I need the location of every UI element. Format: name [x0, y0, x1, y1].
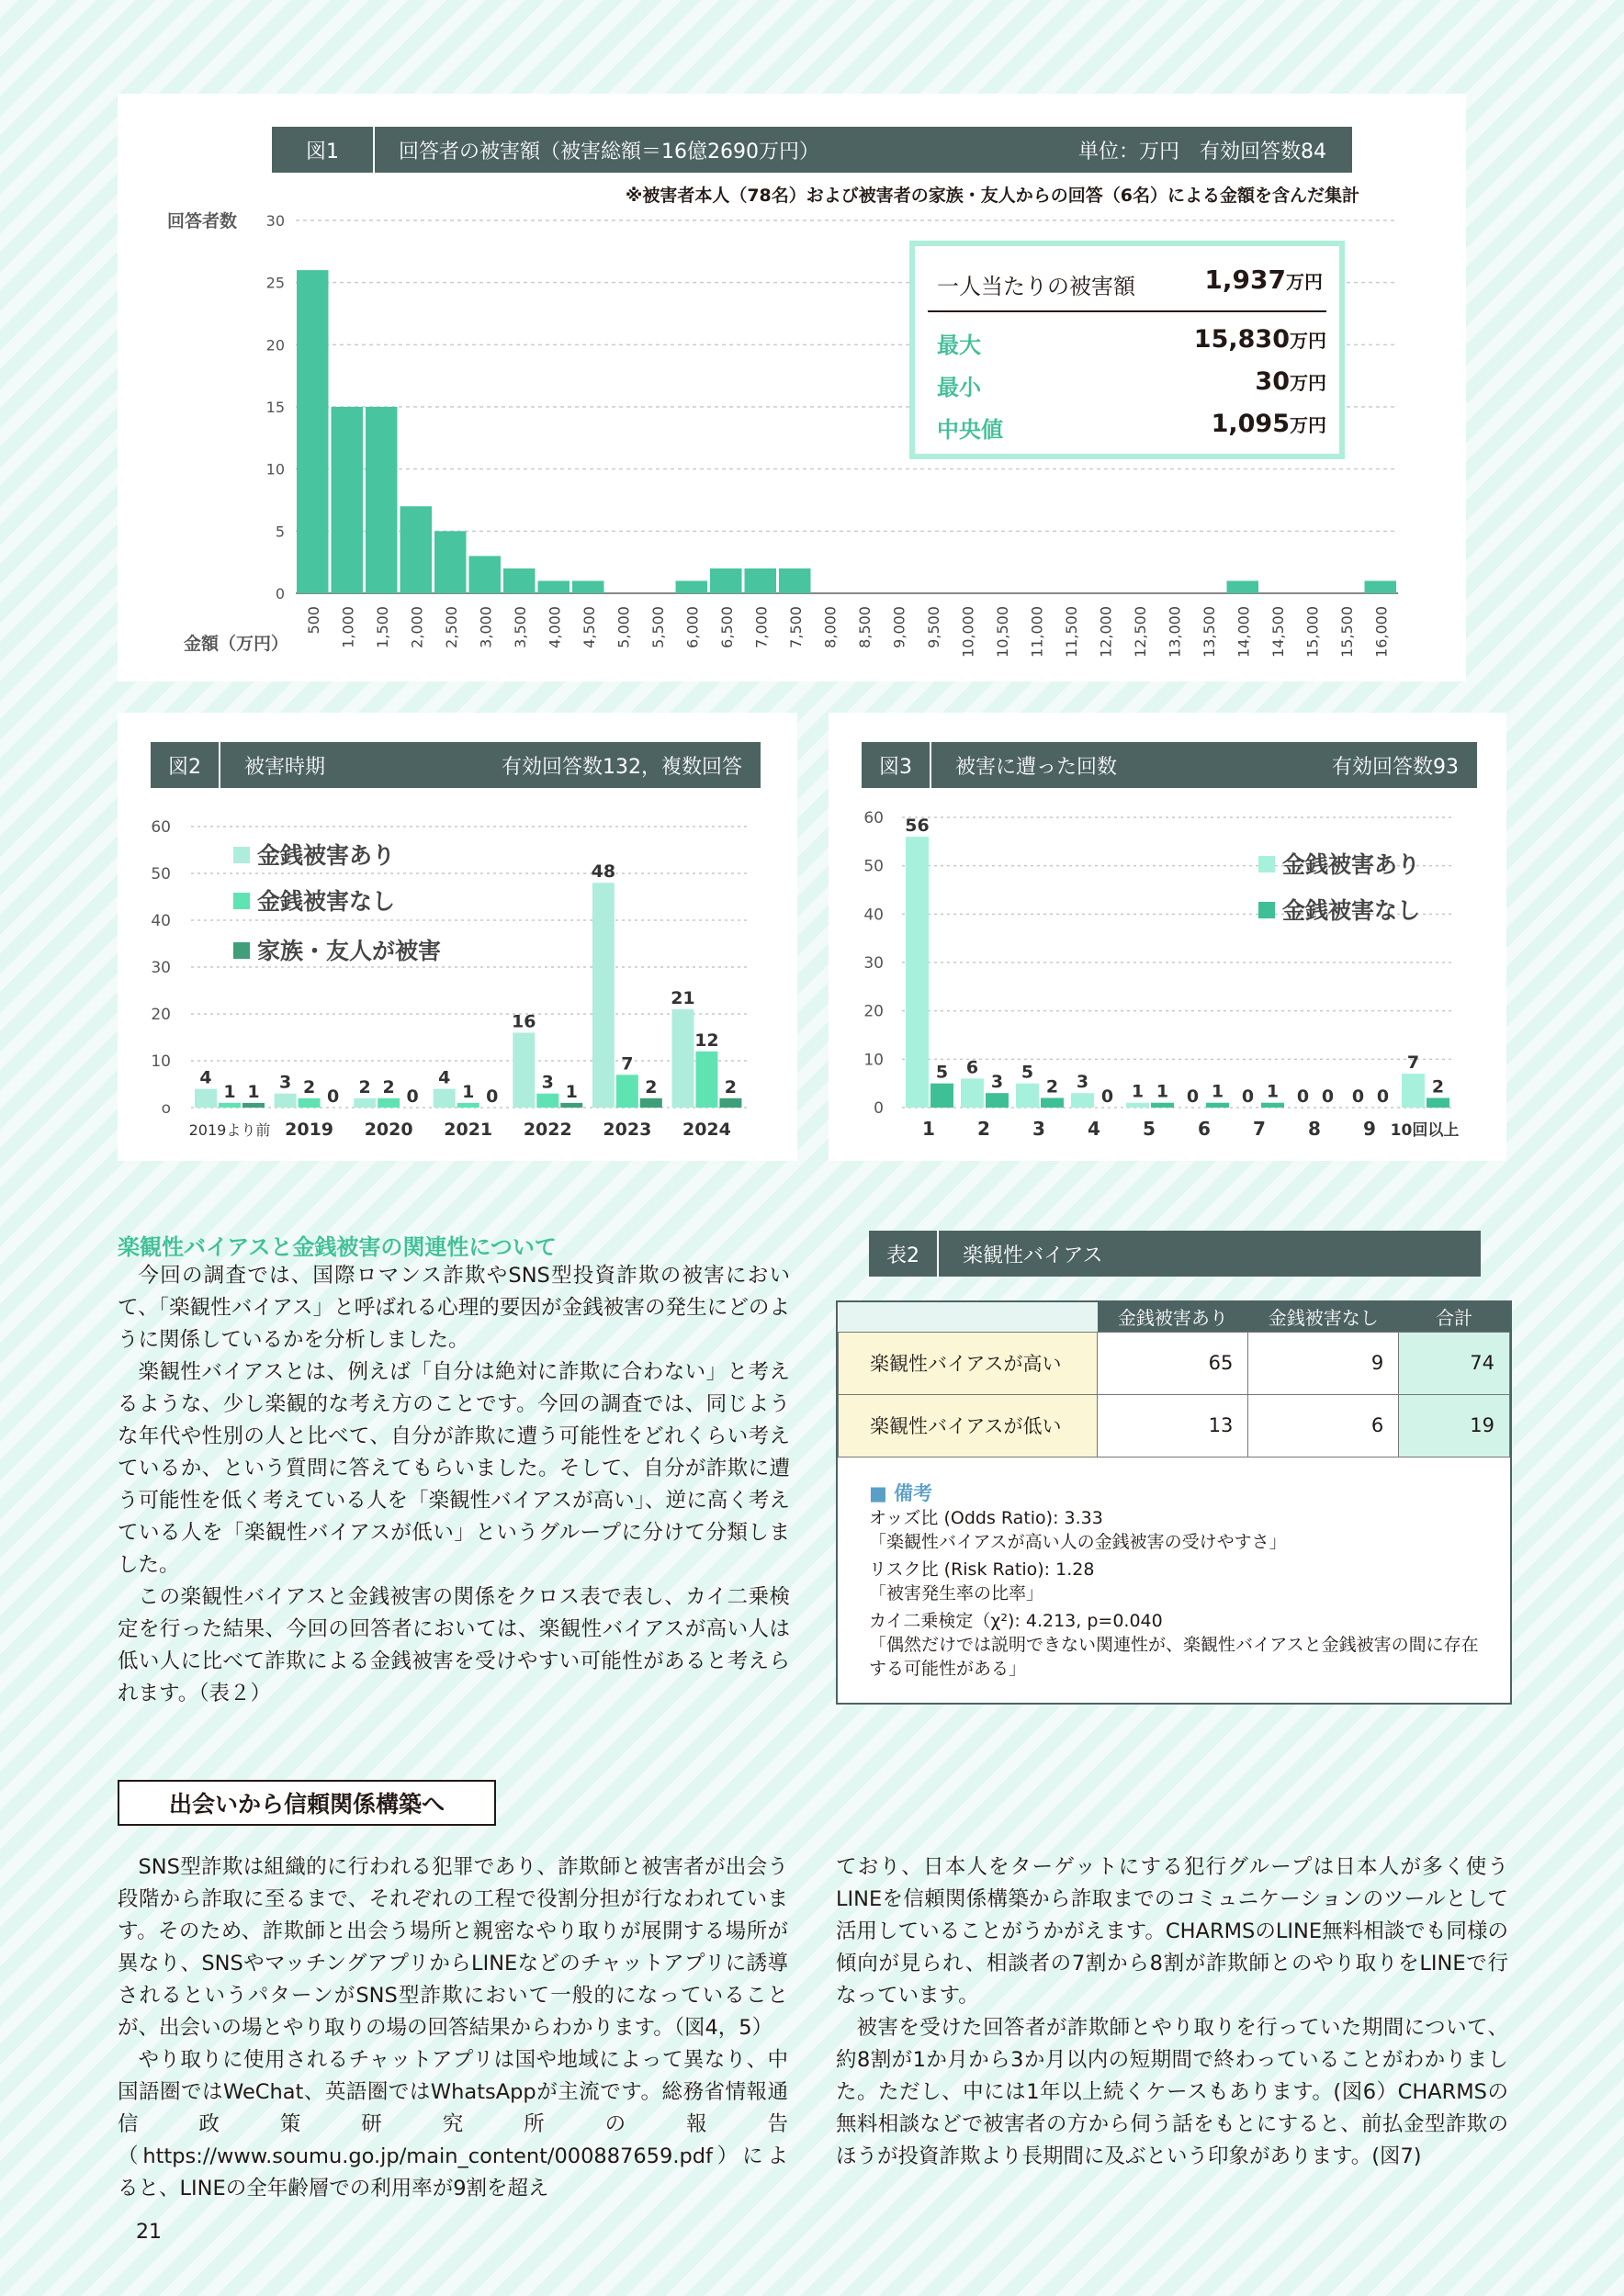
note-line: カイ二乗検定（χ²): 4.213, p=0.040 — [869, 1611, 1163, 1631]
note-line: 「被害発生率の比率」 — [869, 1583, 1044, 1604]
note-line: オッズ比 (Odds Ratio): 3.33 — [869, 1508, 1103, 1528]
fig2-x-tick: 2019より前 — [188, 1121, 271, 1139]
fig2-y-tick: 20 — [151, 1006, 171, 1024]
fig2-legend-label: 家族・友人が被害 — [257, 938, 442, 964]
section2-paragraph: ており、日本人をターゲットにする犯行グループは日本人が多く使うLINEを信頼関係構築から詐取までのコミュニケーションのツールとして活用していることがうかがえます。CHARMSのLINE無料相談でも同様の傾向が見られ、相談者の7割から8割が詐欺師とのやり取りをLINEで行なっています。 — [836, 1855, 1508, 2008]
fig1-x-tick: 4,500 — [580, 606, 598, 648]
fig2-value-label: 1 — [565, 1081, 578, 1102]
fig3-value-label: 56 — [905, 816, 930, 837]
fig3-bar — [961, 1078, 984, 1108]
fig2-x-tick: 2021 — [444, 1120, 493, 1140]
fig1-x-tick: 2,000 — [408, 606, 426, 648]
table2-row-label: 楽観性バイアスが高い — [839, 1332, 1098, 1394]
summary-per-person-value: 1,937 — [1204, 264, 1286, 295]
fig3-value-label: 0 — [1376, 1086, 1390, 1107]
fig3-value-label: 2 — [1045, 1076, 1059, 1097]
fig3-y-tick: 30 — [863, 954, 884, 973]
fig1-x-tick: 15,000 — [1303, 606, 1322, 658]
table2-label: 表2 — [869, 1231, 939, 1277]
fig2-y-tick: 30 — [151, 959, 171, 977]
fig3-legend-swatch — [1258, 856, 1275, 872]
fig2-value-label: 0 — [486, 1086, 499, 1107]
fig3-bar — [1071, 1093, 1094, 1108]
fig3-bar — [1151, 1103, 1174, 1108]
fig1-x-tick: 2,500 — [442, 606, 460, 648]
fig1-x-tick: 10,000 — [959, 606, 977, 658]
table2-title: 楽観性バイアス — [963, 1244, 1103, 1267]
section2-left-column — [118, 1851, 788, 2205]
fig2-value-label: 1 — [462, 1081, 475, 1102]
fig1-x-tick: 3,000 — [477, 606, 495, 648]
fig1-x-tick: 5,000 — [615, 606, 633, 648]
fig1-x-tick: 6,000 — [683, 606, 702, 648]
fig2-value-label: 4 — [199, 1067, 212, 1088]
summary-unit: 万円 — [1286, 271, 1323, 293]
fig2-value-label: 1 — [247, 1081, 260, 1102]
table2-cell: 65 — [1098, 1332, 1248, 1394]
fig1-x-tick: 15,500 — [1337, 606, 1356, 658]
fig1-x-tick: 10,500 — [993, 606, 1011, 658]
fig2-value-label: 3 — [278, 1072, 292, 1093]
fig2-value-label: 21 — [671, 987, 695, 1008]
fig3-legend-label: 金銭被害なし — [1282, 897, 1421, 924]
fig1-note: ※被害者本人（78名）および被害者の家族・友人からの回答（6名）による金額を含んだ集計 — [625, 186, 1359, 206]
section1-paragraph: 今回の調査では、国際ロマンス詐欺やSNS型投資詐欺の被害において、「楽観性バイアス」と呼ばれる心理的要因が金銭被害の発生にどのように関係しているかを分析しました。 — [118, 1264, 790, 1352]
fig1-x-tick: 11,000 — [1028, 606, 1046, 658]
note-line: 「偶然だけでは説明できない関連性が、楽観性バイアスと金銭被害の間に存在する可能性がある」 — [869, 1635, 1479, 1679]
summary-unit: 万円 — [1290, 372, 1326, 394]
fig1-x-tick: 7,000 — [752, 606, 771, 648]
fig3-y-tick: 10 — [863, 1051, 884, 1070]
fig2-y-tick: 50 — [151, 865, 171, 884]
fig2-meta: 有効回答数132，複数回答 — [502, 755, 742, 779]
fig3-x-tick: 8 — [1308, 1118, 1321, 1140]
table2-header — [869, 1231, 1481, 1277]
fig3-x-tick: 4 — [1088, 1118, 1100, 1140]
section2-paragraph: 被害を受けた回答者が詐欺師とやり取りを行っていた期間について、約8割が1か月から3か月以内の短期間で終わっていることがわかりました。ただし、中には1年以上続くケースもあります。(図6）CHARMSの無料相談などで被害者の方から伺う話をもとにすると、前払金型詐欺のほうが投資詐欺より長期間に及ぶという印象があります。(図7) — [836, 2016, 1508, 2168]
table2 — [838, 1302, 1510, 1458]
fig3-y-tick: 40 — [863, 906, 884, 925]
fig1-x-tick: 16,000 — [1372, 606, 1391, 658]
fig3-x-tick: 7 — [1253, 1118, 1266, 1140]
fig3-value-label: 0 — [1100, 1086, 1114, 1107]
fig1-x-tick: 13,500 — [1200, 606, 1218, 658]
fig1-x-tick: 14,500 — [1269, 606, 1287, 658]
fig1-x-tick: 8,000 — [821, 606, 840, 648]
fig3-value-label: 0 — [1186, 1086, 1200, 1107]
fig1-x-tick: 9,000 — [890, 606, 908, 648]
fig1-y-tick: 30 — [265, 212, 285, 230]
fig3-bar — [906, 837, 929, 1108]
table-row — [839, 1394, 1510, 1457]
fig2-value-label: 2 — [302, 1076, 316, 1097]
summary-median-value: 1,095 — [1211, 410, 1290, 438]
table2-cell: 13 — [1098, 1394, 1248, 1457]
table2-box — [836, 1300, 1512, 1705]
fig2-value-label: 2 — [724, 1076, 738, 1097]
fig1-x-tick: 1,500 — [373, 606, 391, 648]
fig3-y-tick: 20 — [863, 1002, 884, 1021]
fig3-x-tick: 3 — [1032, 1118, 1045, 1140]
table2-cell: 74 — [1399, 1332, 1510, 1394]
section1-paragraph: この楽観性バイアスと金銭被害の関係をクロス表で表し、カイ二乗検定を行った結果、今回の回答者においては、楽観性バイアスが高い人は低い人に比べて詐欺による金銭被害を受けやすい可能性があると考えられます。（表２） — [118, 1585, 790, 1705]
fig2-y-tick: 10 — [151, 1052, 171, 1071]
fig3-x-tick: 6 — [1198, 1118, 1211, 1140]
fig3-value-label: 0 — [1351, 1086, 1365, 1107]
fig1-label: 図1 — [272, 127, 375, 173]
fig2-value-label: 3 — [541, 1072, 554, 1093]
fig2-label: 図2 — [151, 742, 220, 788]
fig2-value-label: 16 — [512, 1011, 536, 1032]
fig2-x-tick: 2024 — [682, 1120, 731, 1140]
summary-unit: 万円 — [1290, 330, 1326, 352]
section2-right-column — [836, 1851, 1508, 2173]
fig3-title: 被害に遭った回数 — [955, 755, 1118, 779]
fig3-bar — [1126, 1103, 1149, 1108]
section1-title: 楽観性バイアスと金銭被害の関連性について — [118, 1234, 557, 1260]
fig3-label: 図3 — [862, 742, 931, 788]
fig1-xlabel: 金額（万円） — [184, 634, 289, 654]
table-row — [839, 1332, 1510, 1394]
fig3-y-tick: 0 — [874, 1099, 884, 1118]
fig1-x-tick: 12,000 — [1097, 606, 1115, 658]
fig3-value-label: 3 — [1076, 1072, 1089, 1093]
section2-paragraph: SNS型詐欺は組織的に行われる犯罪であり、詐欺師と被害者が出会う段階から詐取に至るまで、それぞれの工程で役割分担が行なわれています。そのため、詐欺師と出会う場所と親密なやり取りが展開する場所が異なり、SNSやマッチングアプリからLINEなどのチャットアプリに誘導されるというパターンがSNS型詐欺において一般的になっていることが、出会いの場とやり取りの場の回答結果からわかります。（図4，5） — [118, 1855, 788, 2040]
fig2-x-tick: 2022 — [523, 1120, 572, 1140]
fig1-ylabel: 回答者数 — [167, 211, 238, 231]
fig3-value-label: 7 — [1406, 1052, 1420, 1074]
fig1-title: 回答者の被害額（被害総額＝16億2690万円） — [399, 140, 819, 163]
fig2-title: 被害時期 — [244, 755, 326, 779]
page-number: 21 — [136, 2221, 162, 2244]
fig2-value-label: 2 — [645, 1076, 658, 1097]
fig1-x-tick: 6,500 — [717, 606, 736, 648]
fig3-bar — [1427, 1097, 1449, 1108]
summary-min-value: 30 — [1255, 367, 1290, 396]
fig1-x-tick: 5,500 — [648, 606, 667, 648]
fig1-y-tick: 5 — [275, 523, 285, 541]
fig2-y-tick: 40 — [151, 912, 171, 930]
fig1-x-tick: 14,000 — [1235, 606, 1253, 658]
fig3-bar — [986, 1093, 1009, 1108]
fig3-value-label: 0 — [1321, 1086, 1335, 1107]
fig3-y-tick: 50 — [863, 857, 884, 876]
fig2-legend-label: 金銭被害あり — [257, 842, 396, 869]
fig2-x-tick: 2020 — [364, 1120, 413, 1140]
table2-header-cell: 合計 — [1399, 1302, 1510, 1332]
summary-median-label: 中央値 — [937, 417, 1003, 443]
fig3-bar — [930, 1084, 953, 1108]
fig2-y-tick: 60 — [151, 818, 171, 837]
table2-note — [869, 1506, 1287, 1554]
section2-title: 出会いから信頼関係構築へ — [168, 1791, 445, 1818]
fig3-value-label: 1 — [1156, 1081, 1169, 1102]
fig1-unit: 単位：万円 有効回答数84 — [1078, 140, 1326, 163]
fig1-x-tick: 8,500 — [855, 606, 874, 648]
table2-cell: 9 — [1248, 1332, 1399, 1394]
fig1-x-tick: 4,000 — [546, 606, 564, 648]
fig2-value-label: 0 — [406, 1086, 419, 1107]
table2-header-cell: 金銭被害なし — [1248, 1302, 1399, 1332]
table2-note — [869, 1558, 1094, 1605]
fig1-y-tick: 10 — [265, 460, 285, 478]
table2-cell: 19 — [1399, 1394, 1510, 1457]
fig3-value-label: 3 — [990, 1072, 1004, 1093]
fig2-value-label: 48 — [591, 861, 616, 883]
fig2-value-label: 2 — [358, 1076, 371, 1097]
fig3-bar — [1041, 1097, 1064, 1108]
note-line: 「楽観性バイアスが高い人の金銭被害の受けやすさ」 — [869, 1532, 1287, 1552]
fig1-x-tick: 11,500 — [1062, 606, 1080, 658]
fig3-value-label: 5 — [935, 1062, 949, 1083]
fig1-x-tick: 12,500 — [1131, 606, 1149, 658]
fig3-meta: 有効回答数93 — [1332, 755, 1459, 779]
summary-unit: 万円 — [1290, 414, 1326, 436]
fig2-y-tick: o — [161, 1099, 171, 1118]
fig1-x-tick: 500 — [304, 606, 322, 635]
fig3-value-label: 1 — [1211, 1081, 1224, 1102]
fig3-bar — [1402, 1074, 1425, 1108]
fig2-value-label: 2 — [382, 1076, 395, 1097]
fig3-x-tick: 2 — [977, 1118, 990, 1140]
summary-max-value: 15,830 — [1193, 325, 1290, 354]
fig1-y-tick: 15 — [265, 399, 285, 416]
fig3-value-label: 6 — [965, 1057, 979, 1078]
fig1-x-tick: 1,000 — [339, 606, 357, 648]
section1-body — [118, 1260, 790, 1710]
table2-row-label: 楽観性バイアスが低い — [839, 1394, 1098, 1457]
table2-note — [869, 1609, 1494, 1681]
fig3-x-tick: 9 — [1363, 1118, 1376, 1140]
table2-notes-title: ■ 備考 — [869, 1482, 933, 1504]
section2-paragraph: やり取りに使用されるチャットアプリは国や地域によって異なり、中国語圏ではWeChat、英語圏ではWhatsAppが主流です。総務省情報通信政策研究所の報告（https://www.soumu.go.jp/main_content/000887659.pdf）によると、LINEの全年齢層での利用率が9割を超え — [118, 2048, 788, 2200]
fig3-x-tick: 1 — [922, 1118, 935, 1140]
fig3-bar — [1261, 1103, 1284, 1108]
fig3-bar — [1206, 1103, 1229, 1108]
fig2-value-label: 0 — [326, 1086, 340, 1107]
fig3-value-label: 5 — [1021, 1062, 1034, 1083]
fig3-legend-swatch — [1258, 902, 1275, 918]
fig1-y-tick: 0 — [275, 585, 285, 602]
fig2-value-label: 1 — [223, 1081, 236, 1102]
fig3-x-tick: 10回以上 — [1390, 1121, 1460, 1140]
fig1-x-tick: 13,000 — [1166, 606, 1184, 658]
fig2-x-tick: 2019 — [285, 1120, 334, 1140]
fig3-value-label: 0 — [1241, 1086, 1255, 1107]
fig1-x-tick: 3,500 — [511, 606, 529, 648]
table2-cell: 6 — [1248, 1394, 1399, 1457]
fig2-value-label: 4 — [438, 1067, 451, 1088]
summary-min-label: 最小 — [937, 375, 981, 400]
fig2-value-label: 12 — [694, 1030, 719, 1051]
summary-max-label: 最大 — [937, 332, 981, 358]
section1-paragraph: 楽観性バイアスとは、例えば「自分は絶対に詐欺に合わない」と考えるような、少し楽観的な考え方のことです。今回の調査では、同じような年代や性別の人と比べて、自分が詐欺に遭う可能性をどれくらい考えているか、という質問に答えてもらいました。そして、自分が詐欺に遭う可能性を低く考えている人を「楽観性バイアスが高い」、逆に高く考えている人を「楽観性バイアスが低い」というグループに分けて分類しました。 — [118, 1360, 790, 1577]
fig2-legend-label: 金銭被害なし — [257, 888, 396, 915]
summary-per-person-label: 一人当たりの被害額 — [937, 274, 1135, 299]
fig1-x-tick: 9,500 — [924, 606, 942, 648]
note-line: リスク比 (Risk Ratio): 1.28 — [869, 1559, 1095, 1580]
fig3-value-label: 1 — [1266, 1081, 1280, 1102]
fig2-x-tick: 2023 — [603, 1120, 652, 1140]
fig1-y-tick: 25 — [265, 274, 285, 292]
section2-title-box — [118, 1780, 496, 1826]
fig1-y-tick: 20 — [265, 336, 285, 355]
fig3-value-label: 1 — [1131, 1081, 1145, 1102]
fig2-value-label: 7 — [621, 1053, 634, 1075]
table2-header-cell: 金銭被害あり — [1098, 1302, 1248, 1332]
fig1-x-tick: 7,500 — [786, 606, 805, 648]
fig3-x-tick: 5 — [1143, 1118, 1156, 1140]
fig3-value-label: 0 — [1296, 1086, 1310, 1107]
fig3-legend-label: 金銭被害あり — [1282, 851, 1421, 878]
fig3-y-tick: 60 — [863, 809, 884, 827]
fig3-bar — [1016, 1084, 1039, 1108]
fig3-value-label: 2 — [1431, 1076, 1445, 1097]
